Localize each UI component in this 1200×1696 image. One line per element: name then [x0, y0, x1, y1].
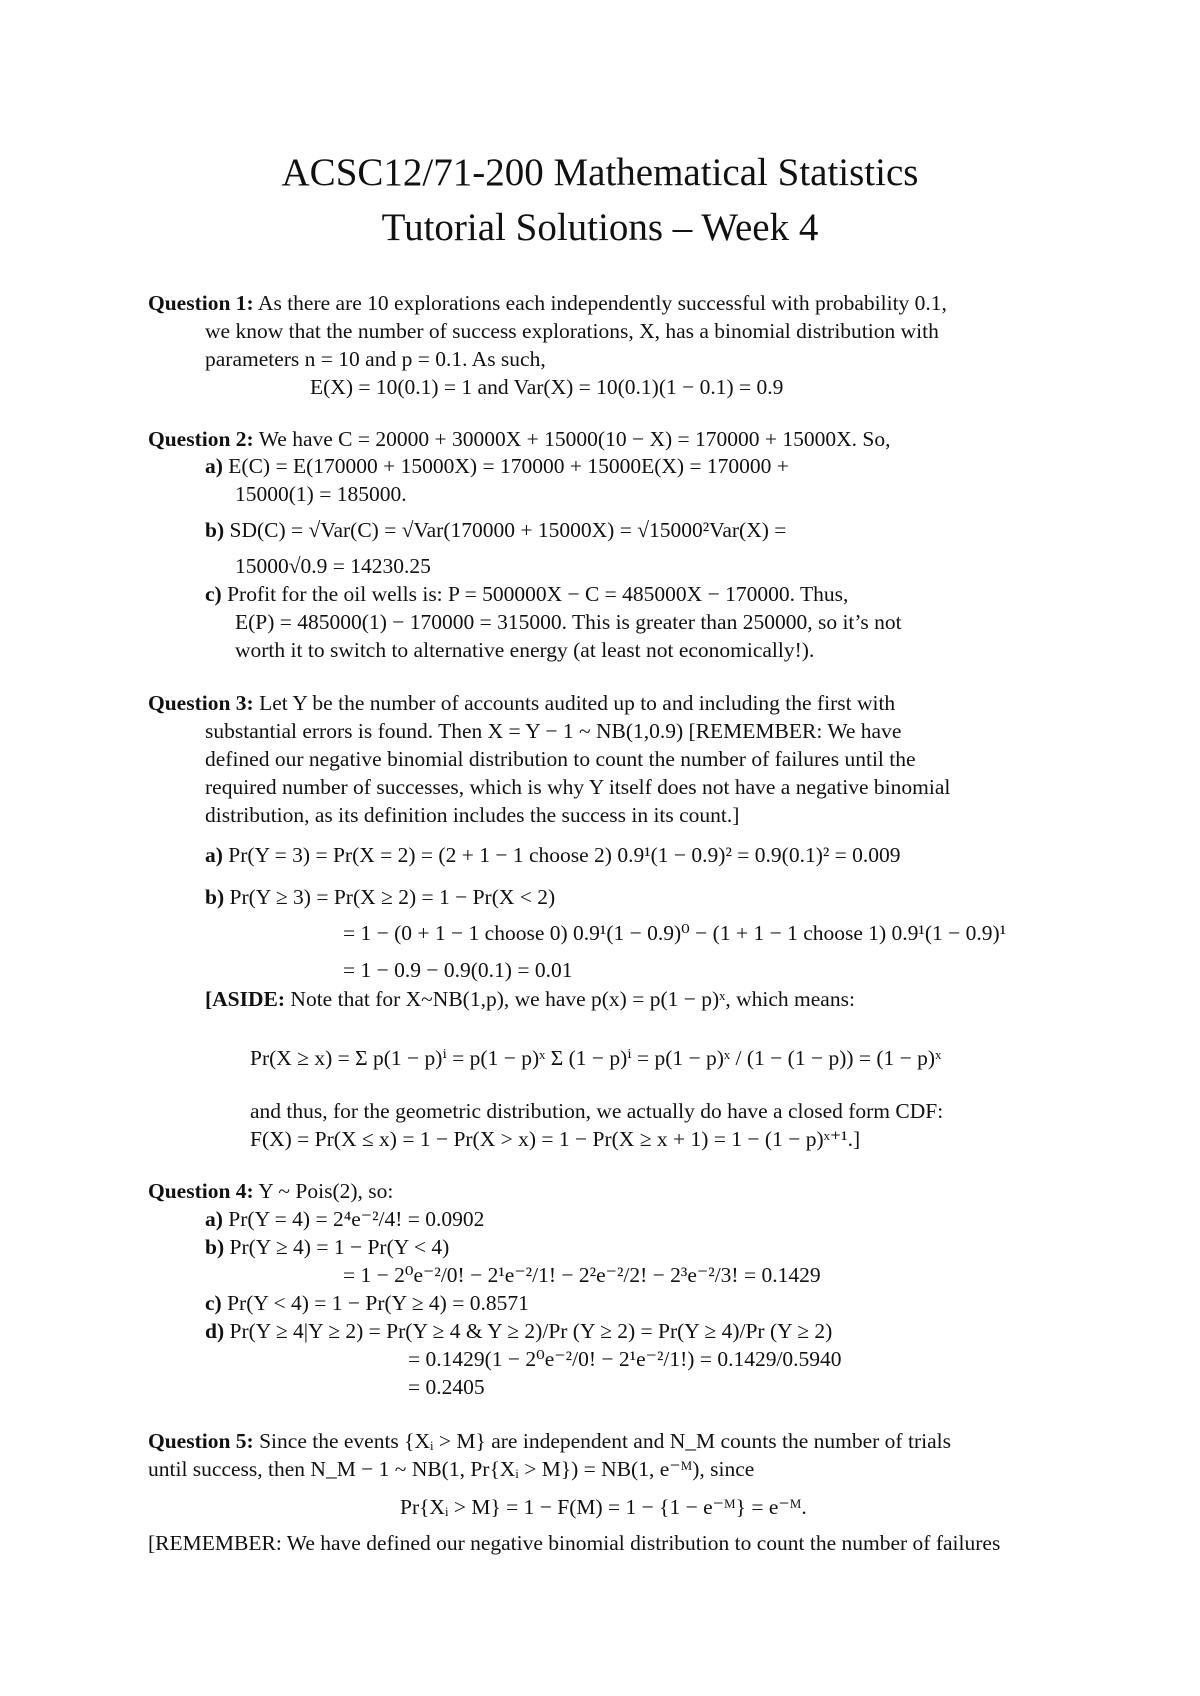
- q5-line-3: Pr{Xᵢ > M} = 1 − F(M) = 1 − {1 − e⁻ᴹ} = e⁻ᴹ.: [400, 1495, 807, 1519]
- q1-line-2: we know that the number of success explorations, X, has a binomial distribution with: [205, 319, 939, 343]
- q3-aside-formula: Pr(X ≥ x) = Σ p(1 − p)ⁱ = p(1 − p)ˣ Σ (1 − p)ⁱ = p(1 − p)ˣ / (1 − (1 − p)) = (1 − p)ˣ: [250, 1046, 942, 1070]
- q3-line-4: required number of successes, which is why Y itself does not have a negative binomial: [205, 775, 951, 799]
- q4-a-line: [205, 1206, 484, 1232]
- q1-line-4: E(X) = 10(0.1) = 1 and Var(X) = 10(0.1)(1 − 0.1) = 0.9: [310, 375, 784, 399]
- q1-text-1: As there are 10 explorations each independently successful with probability 0.1,: [257, 291, 947, 315]
- q3-a-line: [205, 842, 901, 868]
- q2-a-line-1: [205, 453, 789, 479]
- q4-part-d-label: d): [205, 1319, 225, 1343]
- q2-c-line-2: E(P) = 485000(1) − 170000 = 315000. This is greater than 250000, so it’s not: [235, 610, 902, 634]
- q5-line-2: until success, then N_M − 1 ~ NB(1, Pr{Xᵢ > M}) = NB(1, e⁻ᴹ), since: [148, 1457, 755, 1481]
- q3-a-text: Pr(Y = 3) = Pr(X = 2) = (2 + 1 − 1 choose 2) 0.9¹(1 − 0.9)² = 0.9(0.1)² = 0.009: [228, 843, 901, 867]
- q3-line-2: substantial errors is found. Then X = Y − 1 ~ NB(1,0.9) [REMEMBER: We have: [205, 719, 902, 743]
- q2-b-text-1: SD(C) = √Var(C) = √Var(170000 + 15000X) = √15000²Var(X) =: [229, 518, 787, 542]
- q4-d-text-1: Pr(Y ≥ 4|Y ≥ 2) = Pr(Y ≥ 4 & Y ≥ 2)/Pr (Y ≥ 2) = Pr(Y ≥ 4)/Pr (Y ≥ 2): [229, 1319, 833, 1343]
- q3-text-1: Let Y be the number of accounts audited up to and including the first with: [259, 691, 896, 715]
- q4-d-line-1: [205, 1318, 832, 1344]
- aside-text-1: Note that for X~NB(1,p), we have p(x) = p(1 − p)ˣ, which means:: [290, 987, 855, 1011]
- q4-b-line-1: [205, 1234, 449, 1260]
- q1-line-1: [148, 290, 947, 316]
- q5-line-4: [REMEMBER: We have defined our negative binomial distribution to count the number of failures: [148, 1531, 1001, 1555]
- q4-a-text: Pr(Y = 4) = 2⁴e⁻²/4! = 0.0902: [228, 1207, 485, 1231]
- q3-label: Question 3:: [148, 691, 254, 715]
- q5-label: Question 5:: [148, 1429, 254, 1453]
- q4-c-line: [205, 1290, 529, 1316]
- q4-d-line-3: = 0.2405: [408, 1375, 485, 1399]
- q4-label: Question 4:: [148, 1179, 254, 1203]
- q2-c-line-3: worth it to switch to alternative energy (at least not economically!).: [235, 638, 815, 662]
- q3-aside-line-1: [205, 986, 855, 1012]
- q3-line-3: defined our negative binomial distribution to count the number of failures until the: [205, 747, 916, 771]
- q2-b-line-1: [205, 517, 786, 543]
- q1-label: Question 1:: [148, 291, 254, 315]
- q4-part-a-label: a): [205, 1207, 223, 1231]
- q3-b-text-1: Pr(Y ≥ 3) = Pr(X ≥ 2) = 1 − Pr(X < 2): [229, 885, 556, 909]
- q2-line-1: [148, 426, 891, 452]
- q2-text-1: We have C = 20000 + 30000X + 15000(10 − X) = 170000 + 15000X. So,: [258, 427, 891, 451]
- q4-line-1: [148, 1178, 393, 1204]
- aside-label: [ASIDE:: [205, 987, 286, 1011]
- q2-label: Question 2:: [148, 427, 254, 451]
- q2-a-line-2: 15000(1) = 185000.: [235, 482, 407, 506]
- q2-a-text-1: E(C) = E(170000 + 15000X) = 170000 + 15000E(X) = 170000 +: [228, 454, 789, 478]
- q2-c-line-1: [205, 581, 848, 607]
- document-subtitle: Tutorial Solutions – Week 4: [381, 206, 819, 249]
- q3-aside-line-2: and thus, for the geometric distribution, we actually do have a closed form CDF:: [250, 1099, 944, 1123]
- q3-b-line-1: [205, 884, 555, 910]
- q4-d-line-2: = 0.1429(1 − 2⁰e⁻²/0! − 2¹e⁻²/1!) = 0.1429/0.5940: [408, 1347, 842, 1371]
- q3-aside-line-3: F(X) = Pr(X ≤ x) = 1 − Pr(X > x) = 1 − Pr(X ≥ x + 1) = 1 − (1 − p)ˣ⁺¹.]: [250, 1127, 861, 1151]
- q4-part-b-label: b): [205, 1235, 225, 1259]
- q2-part-a-label: a): [205, 454, 223, 478]
- q4-b-line-2: = 1 − 2⁰e⁻²/0! − 2¹e⁻²/1! − 2²e⁻²/2! − 2³e⁻²/3! = 0.1429: [343, 1263, 821, 1287]
- q4-c-text: Pr(Y < 4) = 1 − Pr(Y ≥ 4) = 0.8571: [227, 1291, 529, 1315]
- q2-c-text-1: Profit for the oil wells is: P = 500000X − C = 485000X − 170000. Thus,: [227, 582, 849, 606]
- q3-part-b-label: b): [205, 885, 225, 909]
- q2-b-line-2: 15000√0.9 = 14230.25: [235, 554, 431, 578]
- q3-line-5: distribution, as its definition includes the success in its count.]: [205, 803, 740, 827]
- q3-part-a-label: a): [205, 843, 223, 867]
- q4-text-1: Y ~ Pois(2), so:: [258, 1179, 394, 1203]
- q2-part-c-label: c): [205, 582, 222, 606]
- q3-line-1: [148, 690, 895, 716]
- q3-b-line-2: = 1 − (0 + 1 − 1 choose 0) 0.9¹(1 − 0.9)⁰ − (1 + 1 − 1 choose 1) 0.9¹(1 − 0.9)¹: [343, 921, 1007, 945]
- q4-b-text-1: Pr(Y ≥ 4) = 1 − Pr(Y < 4): [229, 1235, 450, 1259]
- q4-part-c-label: c): [205, 1291, 222, 1315]
- q5-line-1: [148, 1428, 951, 1454]
- q1-line-3: parameters n = 10 and p = 0.1. As such,: [205, 347, 546, 371]
- document-title: ACSC12/71-200 Mathematical Statistics: [281, 151, 919, 194]
- q5-text-1: Since the events {Xᵢ > M} are independent and N_M counts the number of trials: [259, 1429, 951, 1453]
- q3-b-line-3: = 1 − 0.9 − 0.9(0.1) = 0.01: [343, 958, 573, 982]
- q2-part-b-label: b): [205, 518, 225, 542]
